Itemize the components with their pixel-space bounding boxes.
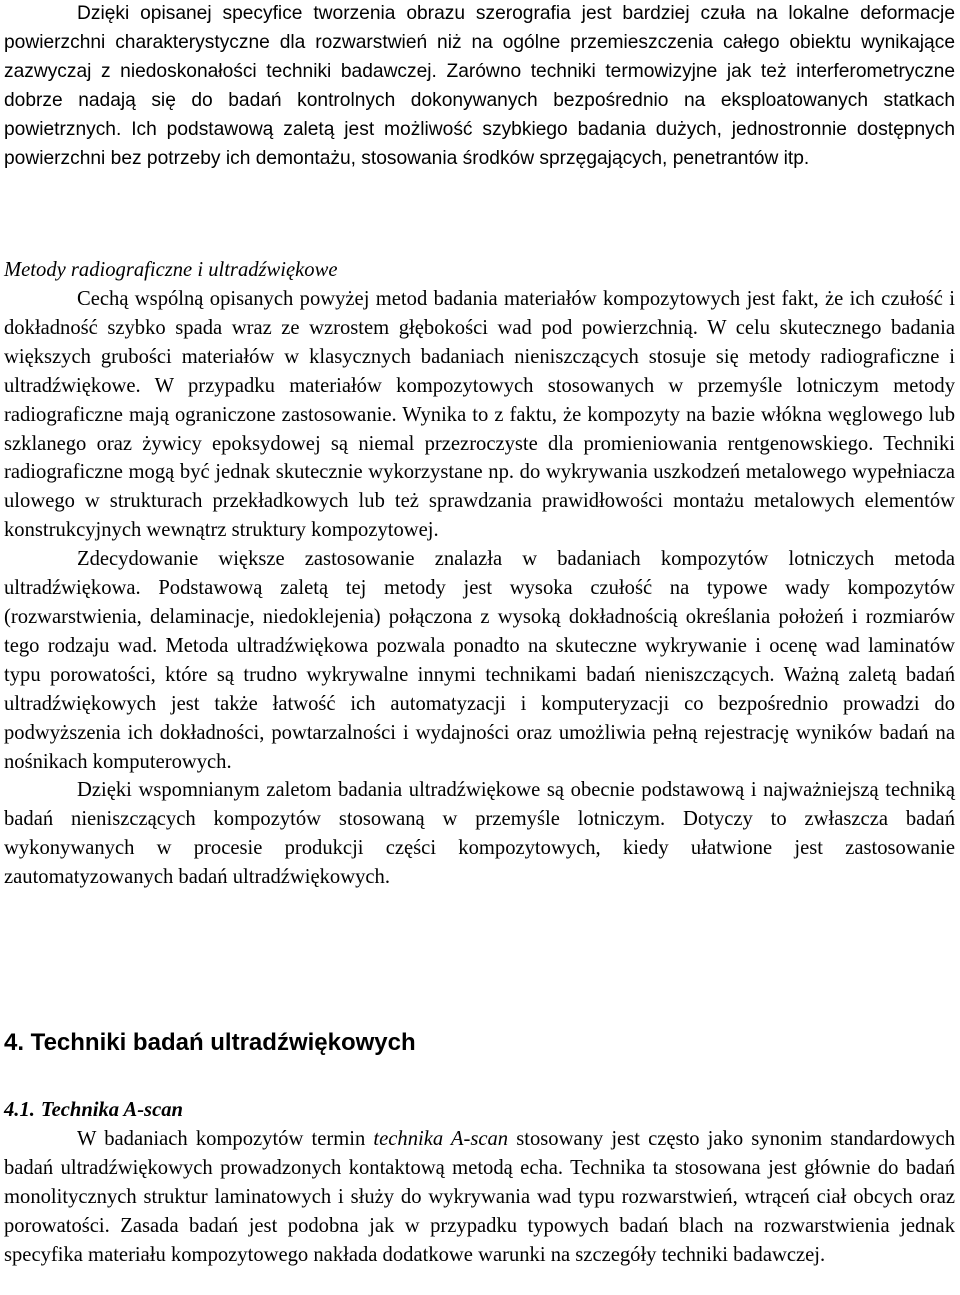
ascan-text-after: stosowany jest często jako synonim standardowych badań ultradźwiękowych prowadzonych kontaktową metodą echa. Technika ta stosowana jest głównie do badań monolitycznych struktur laminatowych i służy do wykrywania wad typu rozwarstwień, wtrąceń ciał obcych oraz porowatości. Zasada badań jest podobna jak w przypadku typowych badań blach na rozwarstwienia jednak specyfika materiału kompozytowego nakłada dodatkowe warunki na szczegóły techniki badawczej.	[4, 1128, 956, 1266]
intro-sentence-3: Ich podstawową zaletą jest możliwość szybkiego badania dużych, jednostronnie dostępnych powierzchni bez potrzeby ich demontażu, stosowania środków sprzęgających, penetrantów itp.	[4, 118, 955, 169]
subsection-body	[4, 1125, 955, 1270]
ascan-term: technika A-scan	[373, 1128, 509, 1150]
radio-paragraph-3: Dzięki wspomnianym zaletom badania ultradźwiękowe są obecnie podstawową i najważniejszą techniką badań nieniszczących kompozytów stosowaną w przemyśle lotniczym. Dotyczy to zwłaszcza badań wykonywanych w procesie produkcji części kompozytowych, kiedy ułatwione jest zastosowanie zautomatyzowanych badań ultradźwiękowych.	[4, 779, 955, 889]
subsection-number: 4.1.	[4, 1099, 35, 1121]
section-heading-radiographic: Metody radiograficzne i ultradźwiękowe	[4, 259, 338, 281]
subsection-title: Technika A-scan	[40, 1099, 183, 1121]
chapter-heading: 4. Techniki badań ultradźwiękowych	[4, 1029, 416, 1056]
intro-sentence-1: Dzięki opisanej specyfice tworzenia obrazu szerografia jest bardziej czuła na lokalne deformacje powierzchni charakterystyczne dla rozwarstwień niż na ogólne przemieszczenia całego obiektu wynikające zazwyczaj z niedoskonałości techniki badawczej.	[4, 3, 955, 82]
radio-paragraph-1: Cechą wspólną opisanych powyżej metod badania materiałów kompozytowych jest fakt, że ich czułość i dokładność szybko spada wraz ze wzrostem głębokości wad pod powierzchnią. W celu skutecznego badania większych grubości materiałów w klasycznych badaniach nieniszczących stosuje się metody radiograficzne i ultradźwiękowe. W przypadku materiałów kompozytowych stosowanych w przemyśle lotniczym metody radiograficzne mają ograniczone zastosowanie. Wynika to z faktu, że kompozyty na bazie włókna węglowego lub szklanego oraz żywicy epoksydowej są niemal przezroczyste dla promieniowania rentgenowskiego. Techniki radiograficzne mogą być jednak skutecznie wykorzystane np. do wykrywania uszkodzeń metalowego wypełniacza ulowego w strukturach przekładkowych lub też sprawdzania prawidłowości montażu metalowych elementów konstrukcyjnych wewnątrz struktury kompozytowej.	[4, 288, 955, 542]
section-radiographic-body	[4, 285, 955, 892]
intro-paragraph	[4, 0, 955, 173]
intro-sentence-2: Zarówno techniki termowizyjne jak też interferometryczne dobrze nadają się do badań kontrolnych dokonywanych bezpośrednio na eksploatowanych statkach powietrznych.	[4, 60, 955, 140]
ascan-text-before: W badaniach kompozytów termin	[77, 1128, 374, 1150]
radio-paragraph-2: Zdecydowanie większe zastosowanie znalazła w badaniach kompozytów lotniczych metoda ultradźwiękowa. Podstawową zaletą tej metody jest wysoka czułość na typowe wady kompozytów (rozwarstwienia, delaminacje, niedoklejenia) połączona z wysoką dokładnością określania położeń i rozmiarów tego rodzaju wad. Metoda ultradźwiękowa pozwala ponadto na skuteczne wykrywanie i ocenę wad laminatów typu porowatości, które są trudno wykrywalne innymi technikami badań nieniszczących. Ważną zaletą badań ultradźwiękowych jest także łatwość ich automatyzacji i komputeryzacji co bezpośrednio prowadzi do podwyższenia ich dokładności, powtarzalności i wydajności oraz umożliwia pełną rejestrację wyników badań na nośnikach komputerowych.	[4, 548, 955, 773]
ascan-paragraph	[4, 1125, 955, 1270]
subsection-heading	[4, 1096, 183, 1125]
